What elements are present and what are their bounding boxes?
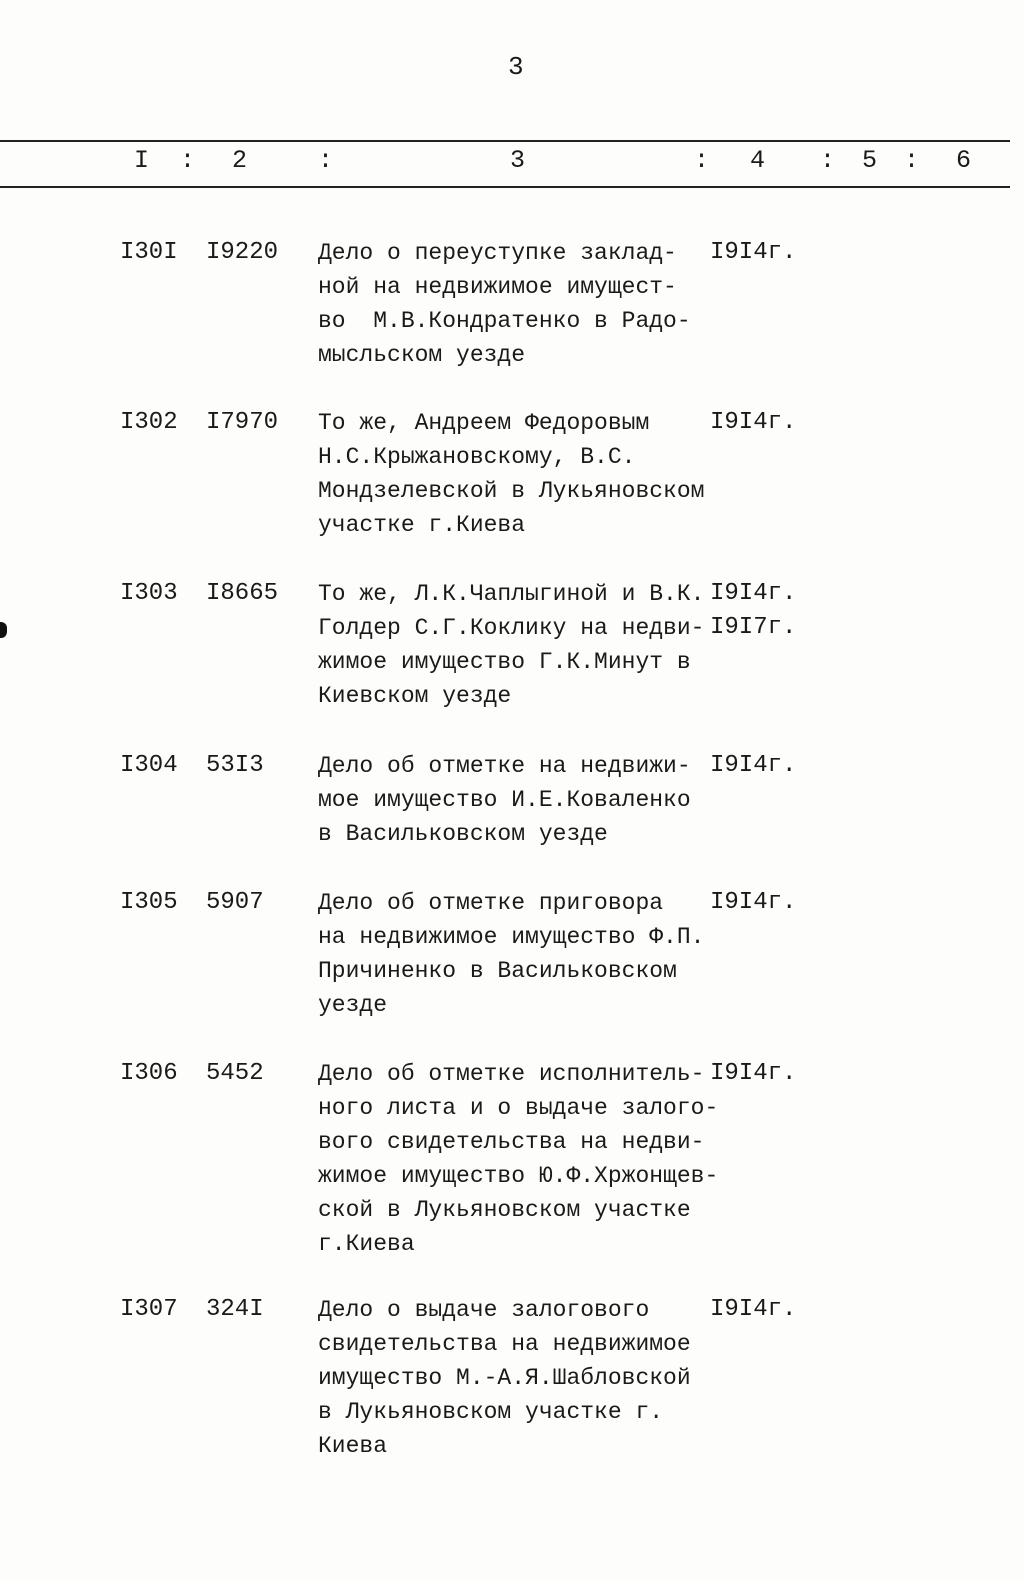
column-header-4: 4 xyxy=(750,146,766,175)
record-year-start: I9I4г. xyxy=(710,580,797,607)
description-line: в Лукьяновском участке г. xyxy=(318,1399,664,1425)
record-code: 324I xyxy=(206,1296,264,1323)
record-description xyxy=(318,1057,718,1261)
record-year: I9I4г. xyxy=(710,752,797,779)
description-line: во М.В.Кондратенко в Радо- xyxy=(318,308,691,334)
record-code: I8665 xyxy=(206,580,279,607)
description-line: Н.С.Крыжановскому, В.С. xyxy=(318,444,636,470)
record-year-end: I9I7г. xyxy=(710,614,797,641)
header-rule-top xyxy=(0,140,1010,142)
record-year: I9I4г. xyxy=(710,889,797,916)
description-line: Дело о выдаче залогового xyxy=(318,1297,650,1323)
column-header-5: 5 xyxy=(862,146,878,175)
description-line: Дело об отметке исполнитель- xyxy=(318,1061,705,1087)
record-number: I302 xyxy=(120,409,178,436)
column-header-6: 6 xyxy=(956,146,972,175)
record-code: 5452 xyxy=(206,1060,264,1087)
record-code: I7970 xyxy=(206,409,279,436)
description-line: Мондзелевской в Лукьяновском xyxy=(318,478,705,504)
record-number: I304 xyxy=(120,752,178,779)
record-number: I303 xyxy=(120,580,178,607)
description-line: ного листа и о выдаче залого- xyxy=(318,1095,719,1121)
record-number: I306 xyxy=(120,1060,178,1087)
column-separator: : xyxy=(904,146,920,175)
column-header-3: 3 xyxy=(510,146,526,175)
record-code: 5907 xyxy=(206,889,264,916)
record-description xyxy=(318,886,704,1022)
description-line: вого свидетельства на недви- xyxy=(318,1129,705,1155)
record-number: I305 xyxy=(120,889,178,916)
description-line: ной на недвижимое имущест- xyxy=(318,274,677,300)
record-year: I9I4г. xyxy=(710,1060,797,1087)
description-line: То же, Андреем Федоровым xyxy=(318,410,650,436)
record-description xyxy=(318,749,691,851)
description-line: г.Киева xyxy=(318,1231,415,1257)
record-year: I9I4г. xyxy=(710,409,797,436)
description-line: участке г.Киева xyxy=(318,512,526,538)
record-description xyxy=(318,406,704,542)
column-separator: : xyxy=(318,146,334,175)
description-line: жимое имущество Ю.Ф.Хржонщев- xyxy=(318,1163,719,1189)
column-separator: : xyxy=(694,146,710,175)
description-line: на недвижимое имущество Ф.П. xyxy=(318,924,705,950)
description-line: Киева xyxy=(318,1433,388,1459)
description-line: жимое имущество Г.К.Минут в xyxy=(318,649,691,675)
description-line: в Васильковском уезде xyxy=(318,821,608,847)
column-header-2: 2 xyxy=(232,146,248,175)
column-separator: : xyxy=(820,146,836,175)
record-code: I9220 xyxy=(206,239,279,266)
ink-blot-mark xyxy=(0,622,7,638)
column-separator: : xyxy=(180,146,196,175)
column-header-1: I xyxy=(134,146,150,175)
description-line: свидетельства на недвижимое xyxy=(318,1331,691,1357)
description-line: уезде xyxy=(318,992,388,1018)
description-line: ской в Лукьяновском участке xyxy=(318,1197,691,1223)
header-rule-bottom xyxy=(0,186,1010,188)
description-line: Дело о переуступке заклад- xyxy=(318,240,677,266)
record-year: I9I4г. xyxy=(710,1296,797,1323)
page-number: 3 xyxy=(508,52,524,82)
record-number: I30I xyxy=(120,239,178,266)
description-line: Причиненко в Васильковском xyxy=(318,958,677,984)
description-line: Голдер С.Г.Коклику на недви- xyxy=(318,615,705,641)
description-line: То же, Л.К.Чаплыгиной и В.К. xyxy=(318,581,705,607)
description-line: Киевском уезде xyxy=(318,683,512,709)
description-line: Дело об отметке приговора xyxy=(318,890,664,916)
description-line: мысльском уезде xyxy=(318,342,526,368)
record-description xyxy=(318,577,704,713)
record-year: I9I4г. xyxy=(710,239,797,266)
description-line: имущество М.-А.Я.Шабловской xyxy=(318,1365,691,1391)
record-description xyxy=(318,236,691,372)
description-line: Дело об отметке на недвижи- xyxy=(318,753,691,779)
record-description xyxy=(318,1293,691,1463)
record-number: I307 xyxy=(120,1296,178,1323)
description-line: мое имущество И.Е.Коваленко xyxy=(318,787,691,813)
record-code: 53I3 xyxy=(206,752,264,779)
